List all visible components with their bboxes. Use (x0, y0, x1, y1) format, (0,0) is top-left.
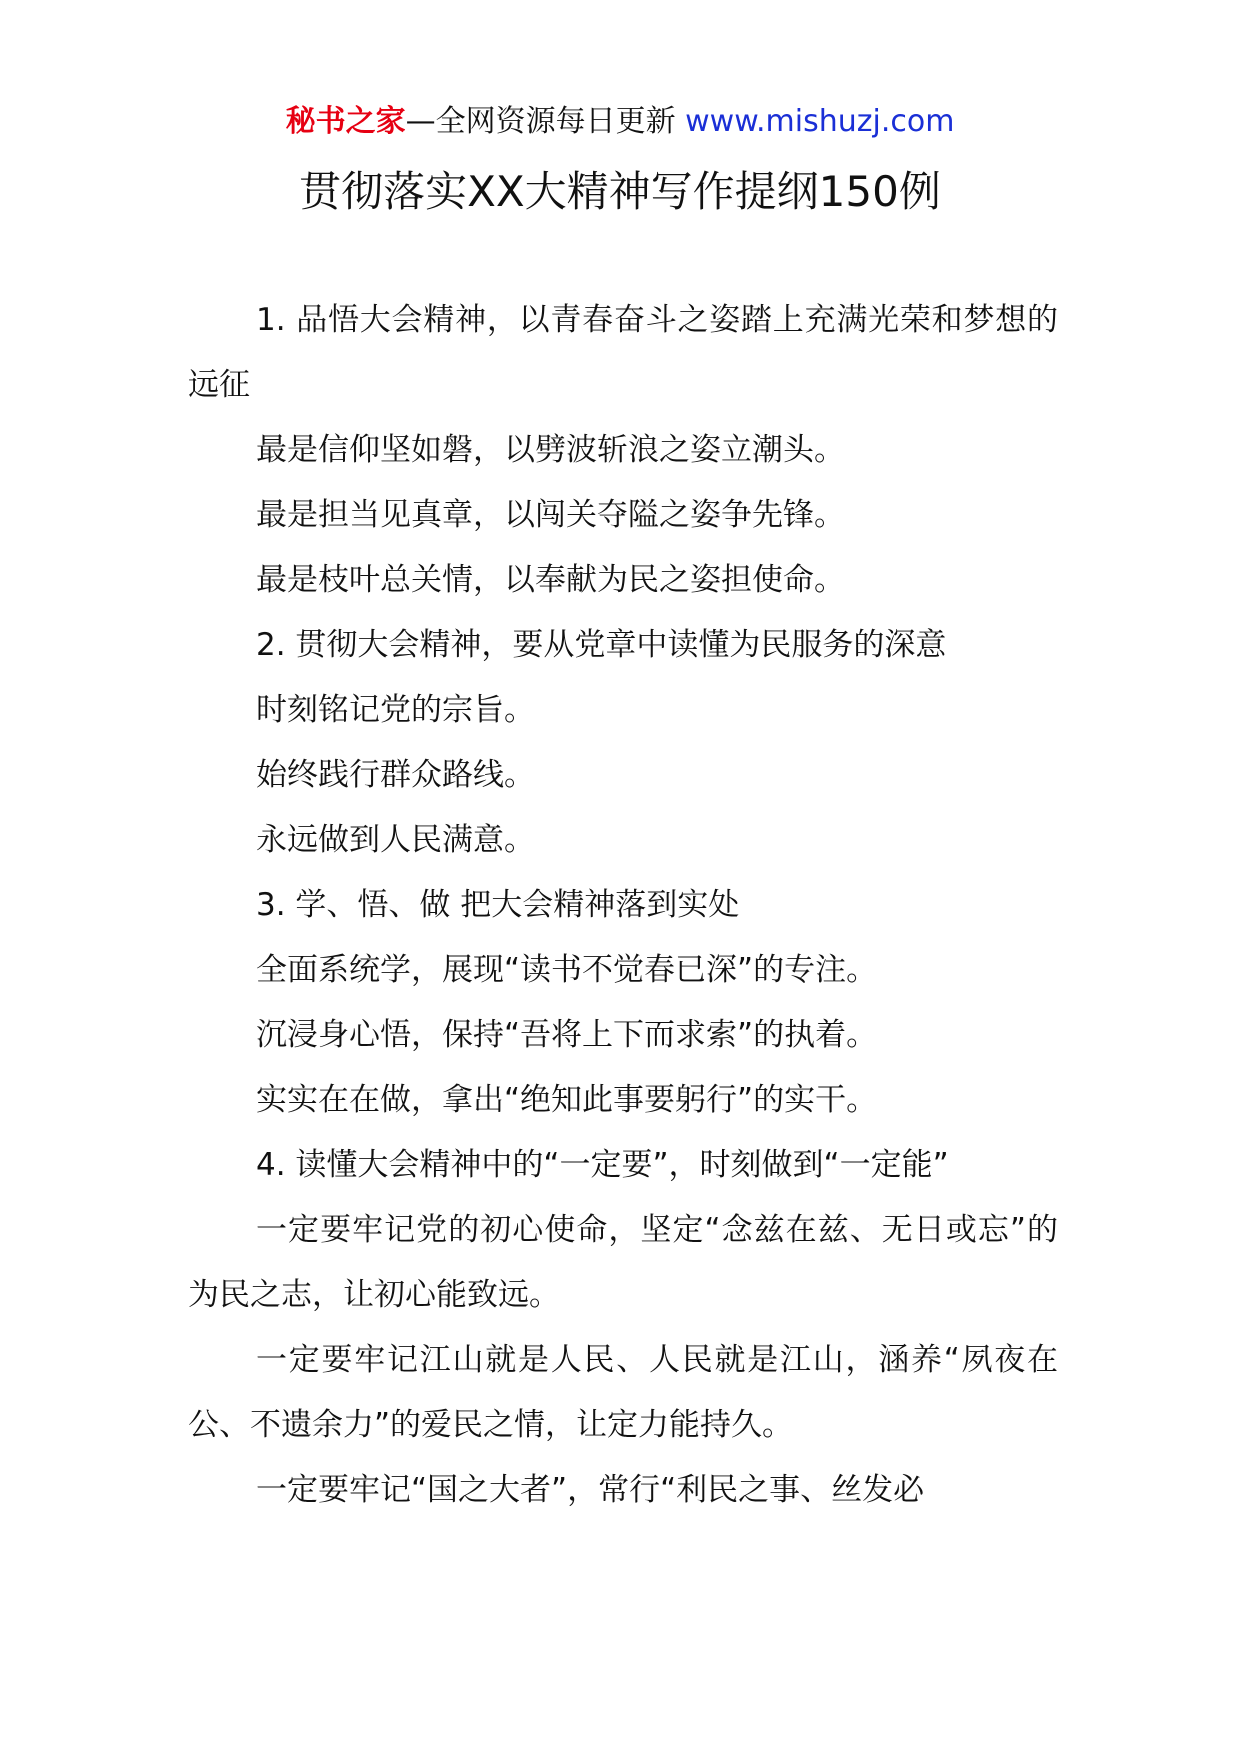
brand-name: 秘书之家 (285, 104, 406, 139)
paragraph-heading-1: 1. 品悟大会精神，以青春奋斗之姿踏上充满光荣和梦想的远征 (188, 302, 1058, 403)
paragraph: 最是信仰坚如磐，以劈波斩浪之姿立潮头。 (256, 432, 845, 468)
paragraph: 一定要牢记党的初心使命，坚定“念兹在兹、无日或忘”的为民之志，让初心能致远。 (188, 1212, 1058, 1313)
paragraph: 最是枝叶总关情，以奉献为民之姿担使命。 (256, 562, 845, 598)
paragraph-heading-2: 2. 贯彻大会精神，要从党章中读懂为民服务的深意 (256, 627, 947, 663)
paragraph: 一定要牢记江山就是人民、人民就是江山，涵养“夙夜在公、不遗余力”的爱民之情，让定力能持久。 (188, 1342, 1058, 1443)
header-tagline: —全网资源每日更新 (405, 104, 686, 139)
paragraph-heading-3: 3. 学、悟、做 把大会精神落到实处 (256, 887, 740, 923)
paragraph: 始终践行群众路线。 (256, 757, 535, 793)
paragraph: 实实在在做，拿出“绝知此事要躬行”的实干。 (256, 1082, 878, 1118)
paragraph: 永远做到人民满意。 (256, 822, 535, 858)
site-header (0, 100, 1240, 144)
paragraph: 一定要牢记“国之大者”，常行“利民之事、丝发必 (256, 1472, 925, 1508)
paragraph-heading-4: 4. 读懂大会精神中的“一定要”，时刻做到“一定能” (256, 1147, 949, 1183)
document-title: 贯彻落实XX大精神写作提纲150例 (299, 167, 941, 216)
paragraph: 时刻铭记党的宗旨。 (256, 692, 535, 728)
paragraph: 最是担当见真章，以闯关夺隘之姿争先锋。 (256, 497, 845, 533)
paragraph: 全面系统学，展现“读书不觉春已深”的专注。 (256, 952, 878, 988)
paragraph: 沉浸身心悟，保持“吾将上下而求索”的执着。 (256, 1017, 878, 1053)
document-body (188, 288, 1058, 1523)
site-url-link[interactable]: www.mishuzj.com (685, 104, 955, 139)
